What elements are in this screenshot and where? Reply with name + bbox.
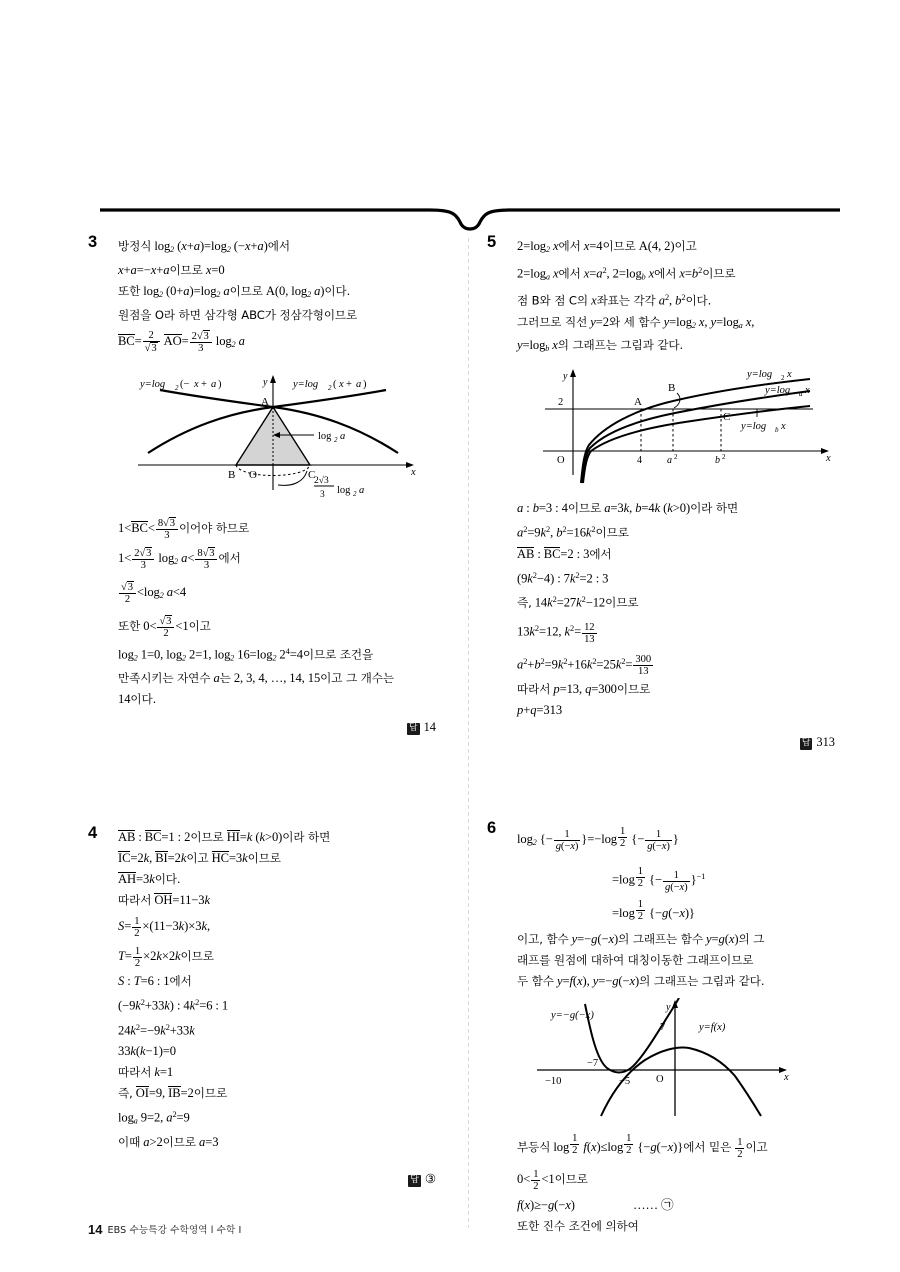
- problem-6-line-1: 이고, 함수 y=−g(−x)의 그래프는 함수 y=g(x)의 그: [517, 931, 765, 946]
- problem-3-after-4: 또한 0< $\frac{√3}{2}$ <1이고: [118, 615, 211, 639]
- svg-text:x: x: [805, 385, 810, 397]
- top-decorative-rule: [100, 192, 840, 232]
- problem-4-line-8: $(-9k^2+33k)$ : $4k^2=6$ : 1: [118, 998, 229, 1013]
- problem-6-line-2: 래프를 원점에 대하여 대칭이동한 그래프이므로: [517, 952, 754, 967]
- problem-5-after-7: $a^2+b^2=9k^2+16k^2=25k^2=$ $\frac{300}{13}$: [517, 654, 652, 678]
- fig3-base-tail: log: [337, 485, 351, 497]
- problem-6-eq-dots: ……: [632, 1197, 658, 1212]
- fig5-x-tick-4: 4: [637, 455, 642, 467]
- svg-text:2: 2: [781, 374, 785, 383]
- problem-4-line-13: $\log_a 9=2$, $a^2=9$: [118, 1110, 190, 1126]
- svg-text:(−: (−: [180, 379, 190, 391]
- fig6-x-tick-neg5: −5: [619, 1075, 631, 1087]
- svg-text:+: +: [346, 379, 352, 391]
- svg-text:): ): [363, 379, 367, 391]
- problem-3-answer-value: 14: [423, 720, 436, 735]
- left-column: [88, 233, 440, 1193]
- fig6-y-axis-label: y: [666, 1001, 671, 1013]
- fig5-point-a: A: [634, 396, 642, 409]
- svg-text:a: a: [211, 379, 217, 391]
- problem-6-line-3: 두 함수 y=f(x), y=−g(−x)의 그래프는 그림과 같다.: [517, 973, 765, 988]
- problem-3-line-1: 방정식 $\log_2 (x+a)=\log_2$ (−x+a)에서: [118, 239, 290, 254]
- fig6-left-curve-label: y=−g(−x): [551, 1009, 594, 1021]
- problem-4-line-7: S : T=6 : 1에서: [118, 974, 192, 989]
- problem-5-after-1: a : b=3 : 4이므로 a=3k, b=4k (k>0)이라 하면: [517, 501, 739, 516]
- fig5-x-tick-b2: b: [715, 455, 720, 467]
- problem-4-line-6: T= $\frac{1}{2}$ ×2k×2k이므로: [118, 946, 214, 970]
- problem-4-line-10: 33k(k−1)=0: [118, 1044, 177, 1059]
- problem-4-line-3: AH=3k이다.: [118, 872, 181, 887]
- problem-3-figure: [118, 365, 440, 505]
- problem-5-after-8: 따라서 p=13, q=300이므로: [517, 682, 651, 697]
- svg-text:): ): [218, 379, 222, 391]
- problem-3-answer: [118, 720, 440, 735]
- svg-text:+: +: [201, 379, 207, 391]
- problem-4: [88, 824, 440, 1187]
- problem-3-after-5: $\log_2 1=0$, $\log_2 2=1$, $\log_2 16=\log_2$ $2^4=4$이므로 조건을: [118, 646, 374, 663]
- footer-page-number: 14: [88, 1222, 103, 1237]
- problem-3-after-3: $\frac{√3}{2}$ $<\log_2$ a<4: [121, 582, 187, 606]
- problem-3-line-2: x+a=−x+a이므로 x=0: [118, 262, 225, 277]
- fig3-point-b: B: [228, 469, 236, 482]
- fig5-point-c: C: [723, 411, 731, 424]
- problem-5-line-1: $2=\log_2$ x에서 x=4이므로 A(4, 2)이고: [517, 239, 697, 254]
- problem-6-eq-2: =log $\frac{1}{2}$ {− $\frac{1}{g(-x)}$ }$^{-1}$: [612, 866, 706, 893]
- problem-4-answer: [118, 1171, 440, 1187]
- problem-4-line-14: 이때 a>2이므로 a=3: [118, 1134, 219, 1149]
- problem-6-after-4: 또한 진수 조건에 의하여: [517, 1218, 639, 1233]
- problem-3-line-3: 또한 $\log_2 (0+a)=\log_2$ a이므로 A(0, $\log_2 a$)이다.: [118, 283, 351, 299]
- fig5-curve1-label: y=log: [747, 369, 773, 381]
- fig6-y-tick-7: 7: [660, 1021, 666, 1033]
- fig3-point-c: C: [308, 469, 316, 482]
- problem-5-after-3: AB : BC=2 : 3에서: [517, 546, 612, 561]
- fig6-right-curve-label: y=f(x): [699, 1021, 726, 1033]
- footer-book-title: EBS 수능특강 수학영역 l 수학 I: [107, 1225, 242, 1236]
- problem-4-number: 4: [88, 824, 98, 843]
- problem-5-line-3: 점 B와 점 C의 x좌표는 각각 $a^2$, $b^2$이다.: [517, 293, 712, 308]
- problem-4-line-11: 따라서 k=1: [118, 1065, 174, 1080]
- svg-text:2: 2: [334, 436, 338, 445]
- problem-3: [88, 233, 440, 735]
- fig3-height-label: log: [318, 431, 332, 443]
- answer-badge-icon: 답: [408, 723, 418, 734]
- column-divider: [468, 238, 469, 1228]
- problem-5-after-4: $(9k^2-4)$ : $7k^2=2$ : 3: [517, 570, 609, 586]
- fig3-right-curve-label: y=log: [293, 379, 319, 391]
- problem-5-after-2: $a^2=9k^2$, $b^2=16k^2$이므로: [517, 525, 629, 540]
- problem-6-figure: [527, 998, 839, 1123]
- svg-text:x: x: [781, 421, 786, 433]
- problem-5-after-6: $13k^2=12$, $k^2=$ $\frac{12}{13}$: [517, 621, 595, 645]
- svg-text:a: a: [356, 379, 362, 391]
- problem-3-after-2: 1< $\frac{2√3}{3}$ $\log_2 a<$ $\frac{8√3}{3}$ 에서: [118, 548, 241, 572]
- fig3-base-den: 3: [320, 490, 325, 501]
- problem-5-answer: [517, 735, 839, 750]
- problem-6-number: 6: [487, 819, 497, 838]
- svg-text:(: (: [333, 379, 337, 391]
- fig5-point-b: B: [668, 382, 676, 395]
- problem-4-line-2: IC=2k, BI=2k이고 HC=3k이므로: [118, 851, 281, 866]
- fig3-left-curve-label: y=log: [140, 379, 166, 391]
- problem-4-line-9: $24k^2=-9k^2+33k$: [118, 1022, 195, 1038]
- problem-3-after-7: 14이다.: [118, 692, 157, 707]
- right-column: [487, 233, 839, 1243]
- svg-text:2: 2: [175, 384, 179, 393]
- problem-5-line-2: $2=\log_a$ x에서 $x=a^2$, $2=\log_b$ x에서 $x=b^2$이므로: [517, 265, 736, 282]
- problem-3-number: 3: [88, 233, 98, 251]
- problem-5-line-5: $y=\log_b$ x의 그래프는 그림과 같다.: [517, 338, 684, 354]
- fig5-x-tick-a2: a: [667, 455, 672, 467]
- problem-6-eq-ref: ㉠: [661, 1197, 674, 1212]
- problem-6-after-3: f(x)≥−g(−x) …… ㉠: [517, 1197, 674, 1212]
- problem-5: [487, 233, 839, 750]
- fig3-point-a: A: [261, 396, 269, 409]
- svg-text:2: 2: [353, 490, 357, 499]
- svg-text:2: 2: [328, 384, 332, 393]
- problem-3-line-4: 원점을 O라 하면 삼각형 ABC가 정삼각형이므로: [118, 307, 358, 322]
- fig6-x-tick-neg7: −7: [587, 1057, 599, 1069]
- problem-5-number: 5: [487, 233, 497, 251]
- problem-4-answer-value: ③: [424, 1171, 436, 1186]
- svg-text:a: a: [359, 485, 365, 497]
- fig5-origin: O: [557, 455, 565, 467]
- svg-text:x: x: [339, 379, 344, 391]
- fig3-origin: O: [249, 469, 257, 482]
- problem-5-line-4: 그러므로 직선 y=2와 세 함수 $y=\log_2$ x, $y=\log_a$ x,: [517, 314, 755, 330]
- problem-6-after-2: 0< $\frac{1}{2}$ <1이므로: [517, 1168, 588, 1192]
- svg-text:a: a: [799, 390, 803, 399]
- problem-3-line-5: BC= $\frac{2}{√3}$ AO= $\frac{2√3}{3}$ $\log_2 a$: [118, 329, 245, 354]
- problem-6: [487, 819, 839, 1236]
- problem-4-line-4: 따라서 OH=11−3k: [118, 893, 211, 908]
- problem-4-line-5: S= $\frac{1}{2}$ ×(11−3k)×3k,: [118, 916, 211, 940]
- svg-text:2: 2: [722, 453, 726, 462]
- problem-5-after-9: p+q=313: [517, 703, 563, 718]
- problem-5-answer-value: 313: [816, 735, 835, 750]
- fig3-base-num: 2√3: [314, 476, 329, 487]
- page-footer: [88, 1222, 241, 1237]
- fig6-x-axis-label: x: [784, 1071, 789, 1083]
- problem-5-figure: [525, 365, 839, 490]
- fig5-curve3-label: y=log: [741, 421, 767, 433]
- problem-6-eq-3: =log $\frac{1}{2}$ {−g(−x)}: [612, 899, 695, 923]
- svg-text:x: x: [194, 379, 199, 391]
- fig5-y-tick-2: 2: [558, 397, 564, 409]
- fig6-x-tick-neg10: −10: [545, 1075, 562, 1087]
- problem-3-after-6: 만족시키는 자연수 a는 2, 3, 4, …, 14, 15이고 그 개수는: [118, 671, 394, 686]
- fig5-y-axis-label: y: [563, 371, 568, 383]
- problem-6-after-1: 부등식 log $\frac{1}{2}$ f(x)≤log $\frac{1}{2}$ {−g(−x)}에서 밑은 $\frac{1}{2}$ 이고: [517, 1133, 768, 1160]
- answer-badge-icon: 답: [801, 738, 811, 749]
- fig3-x-axis-label: x: [411, 467, 416, 479]
- fig5-curve2-label: y=log: [765, 385, 791, 397]
- svg-text:b: b: [775, 426, 779, 435]
- fig6-origin: O: [656, 1073, 664, 1085]
- problem-3-after-1: 1<BC< $\frac{8√3}{3}$ 이어야 하므로: [118, 518, 250, 542]
- answer-badge-icon: 답: [410, 1174, 419, 1185]
- fig3-y-axis-label: y: [263, 377, 268, 389]
- fig5-x-axis-label: x: [826, 453, 831, 465]
- problem-5-after-5: 즉, $14k^2=27k^2-12$이므로: [517, 595, 639, 611]
- svg-text:a: a: [340, 431, 346, 443]
- problem-4-line-12: 즉, OI=9, IB=2이므로: [118, 1086, 228, 1101]
- problem-6-eq-1: $\log_2$ {− $\frac{1}{g(-x)}$ }=−log $\frac{1}{2}$ {− $\frac{1}{g(-x)}$ }: [517, 825, 679, 853]
- problem-4-line-1: AB : BC=1 : 2이므로 HI=k (k>0)이라 하면: [118, 830, 331, 845]
- svg-text:x: x: [787, 369, 792, 381]
- svg-text:2: 2: [674, 453, 678, 462]
